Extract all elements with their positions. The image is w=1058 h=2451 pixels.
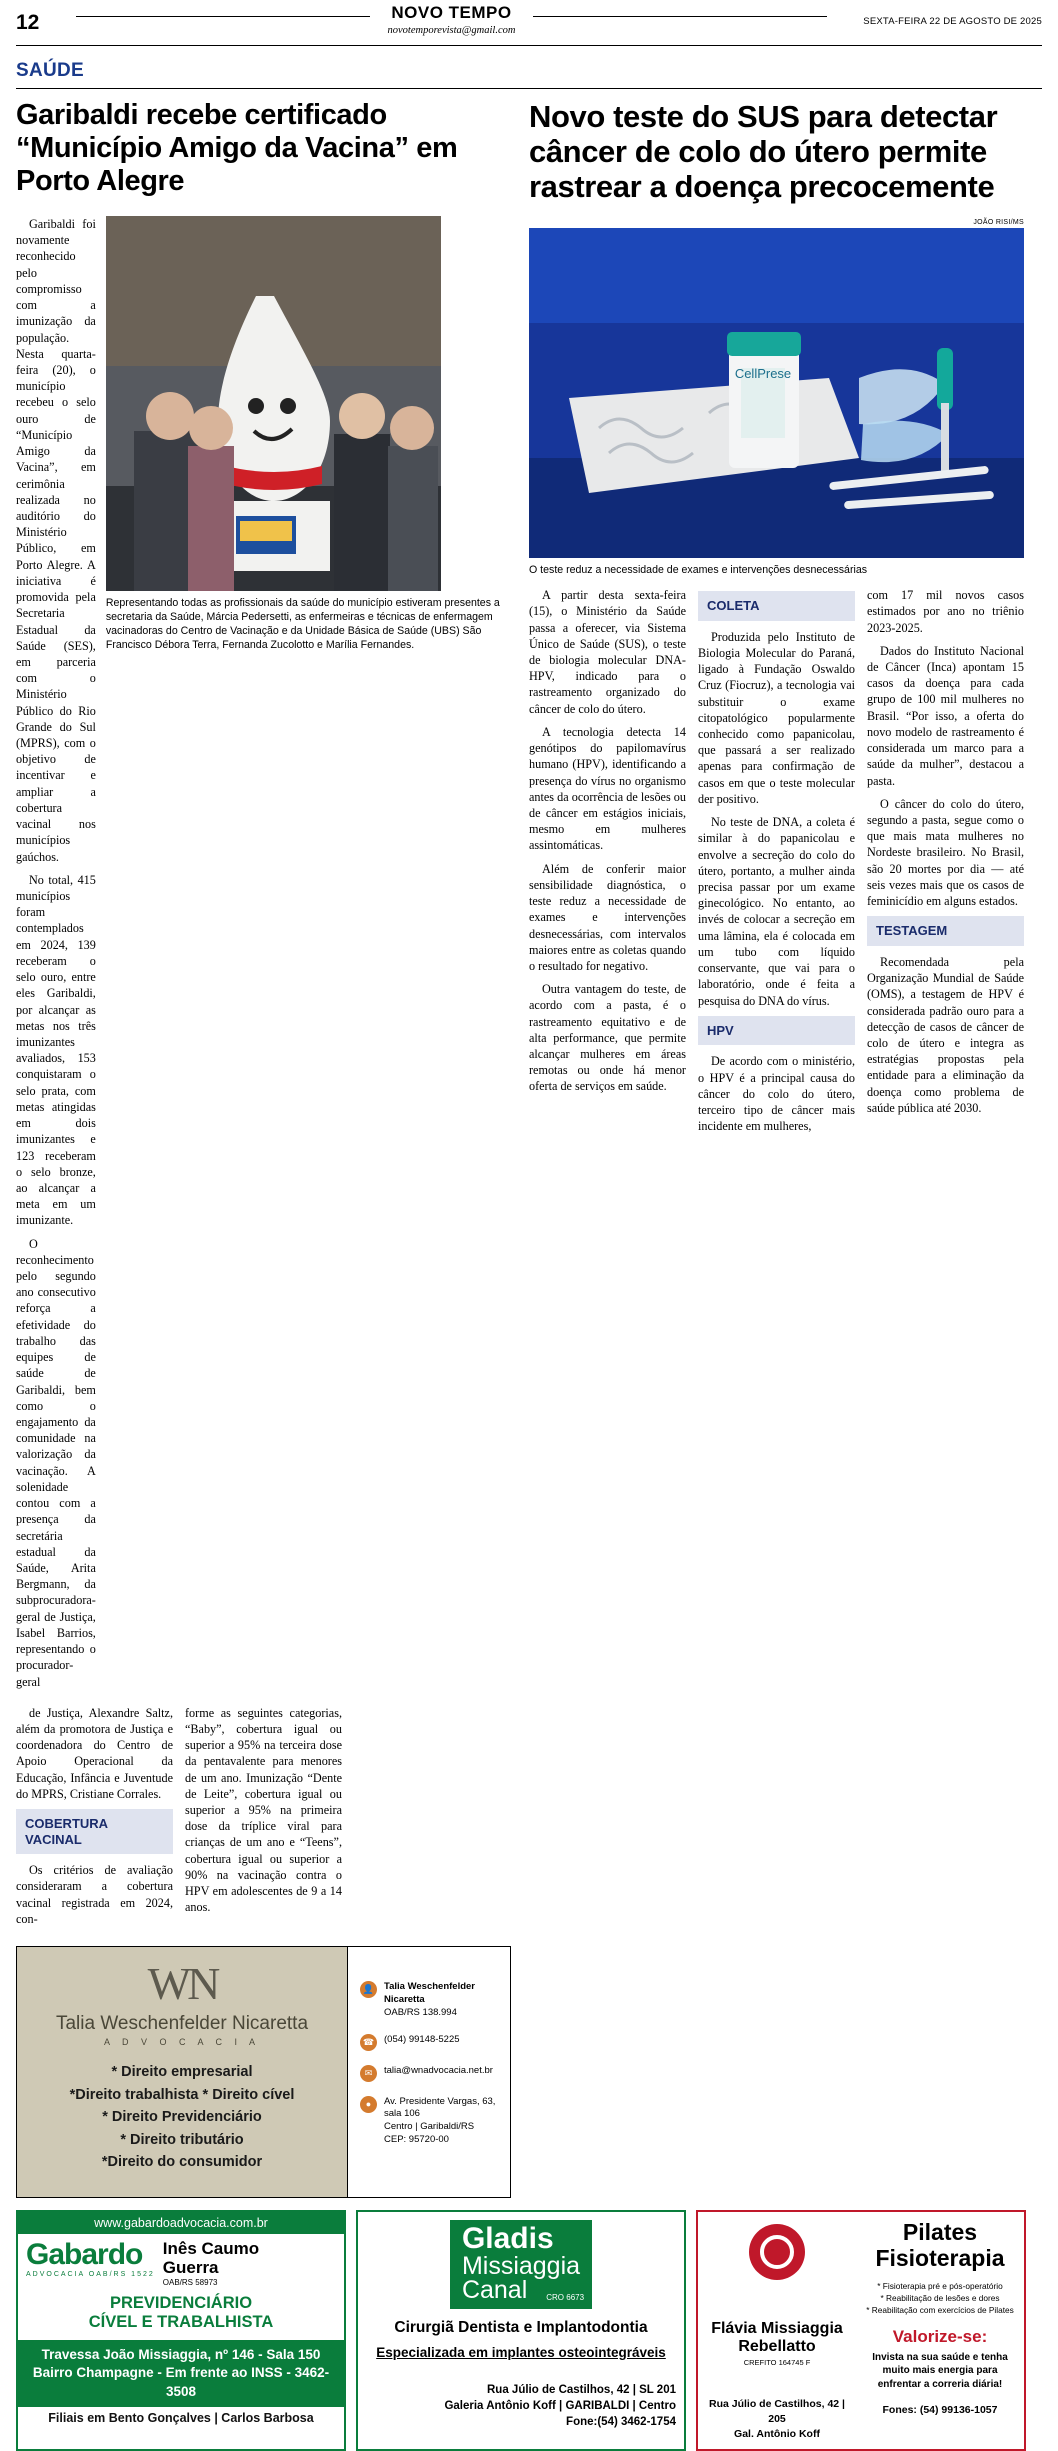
masthead-title-wrap (370, 4, 534, 36)
subhead-testagem: TESTAGEM (867, 916, 1024, 946)
gabardo-lawyer-name (163, 2240, 259, 2288)
paragraph: Os critérios de avaliação consideraram a cobertura vacinal registrada em 2024, con- (16, 1863, 173, 1926)
svg-text:CellPrese: CellPrese (734, 366, 792, 382)
pilates-address-1: Rua Júlio de Castilhos, 42 | 205 (709, 2398, 845, 2425)
gabardo-logo: Gabardo (26, 2238, 143, 2272)
gladis-logo (450, 2220, 592, 2308)
service-item: * Direito Previdenciário (102, 2109, 262, 2126)
gladis-address-1: Rua Júlio de Castilhos, 42 | SL 201 (487, 2383, 676, 2396)
pilates-message: Invista na sua saúde e tenha muito mais energia para enfrentar a correria diária! (872, 2351, 1008, 2390)
pilates-slogan: Valorize-se: (892, 2326, 988, 2346)
subhead-coleta: COLETA (698, 591, 855, 621)
contact-name: Talia Weschenfelder Nicaretta (384, 1981, 475, 2005)
headline-row (16, 99, 1042, 204)
publication-date: SEXTA-FEIRA 22 DE AGOSTO DE 2025 (863, 16, 1042, 27)
bottom-ads-row (16, 2210, 1042, 2451)
contact-address-2: Centro | Garibaldi/RS (384, 2121, 475, 2133)
pin-icon: ● (360, 2096, 377, 2113)
pilates-title-2: Fisioterapia (875, 2244, 1005, 2271)
contact-row-email[interactable] (360, 2065, 500, 2082)
masthead (16, 0, 1042, 46)
paragraph: Outra vantagem do teste, de acordo com a pasta, é o rastreamento equitativo e de alta performance, que permite alcançar mulheres em áreas remotas ou onde há menor oferta de serviços em saúde. (529, 982, 686, 1094)
headline-left: Garibaldi recebe certificado “Município Amigo da Vacina” em Porto Alegre (16, 99, 458, 197)
contact-row-phone[interactable] (360, 2034, 500, 2051)
article-right (529, 216, 1024, 1934)
ad-pilates-left (698, 2212, 856, 2449)
service-item: * Direito tributário (120, 2131, 244, 2148)
paragraph: com 17 mil novos casos estimados por ano no triênio 2023-2025. (867, 588, 1024, 635)
page-number: 12 (16, 11, 40, 34)
service-item: *Direito trabalhista * Direito cível (69, 2086, 295, 2103)
photo-illustration (529, 228, 1024, 558)
headline-right: Novo teste do SUS para detectar câncer de colo do útero permite rastrear a doença precocemente (529, 99, 998, 205)
gabardo-area-1: PREVIDENCIÁRIO (109, 2294, 253, 2313)
paragraph: Além de conferir maior sensibilidade diagnóstica, o teste reduz a necessidade de exames e intervenções desnecessárias, com intervalos maiores entre as coletas quando o resultado for negativo. (529, 861, 686, 973)
ad-gabardo-advocacia[interactable] (16, 2210, 346, 2451)
subhead-hpv: HPV (698, 1016, 855, 1046)
service-item: * Direito empresarial (111, 2064, 253, 2081)
publication-email: novotemporevista@gmail.com (387, 24, 516, 36)
contact-address-1: Av. Presidente Vargas, 63, sala 106 (384, 2095, 496, 2120)
article-right-col1 (529, 587, 686, 1141)
ad-talia-right (347, 1947, 510, 2197)
paragraph: No total, 415 municípios foram contemplados em 2024, 139 receberam o selo ouro, entre eles Garibaldi, por alcançar as metas nos três imunizantes avaliados, 153 conquistaram o selo prata, com metas atingidas em dois imunizantes e 123 receberam o selo bronze, ao alcançar a meta em um imunizante. (16, 872, 96, 1228)
lawyer-oab: OAB/RS 58973 (162, 2278, 218, 2288)
pilates-address (704, 2397, 850, 2441)
mail-icon: ✉ (360, 2065, 377, 2082)
ad-pilates-fisioterapia[interactable] (696, 2210, 1026, 2451)
contact-email: talia@wnadvocacia.net.br (384, 2064, 493, 2076)
pilates-title-1: Pilates (902, 2219, 978, 2246)
contact-row-name (360, 1981, 500, 2019)
article-left-col4-spacer (354, 1705, 511, 1934)
headline-left-wrap (16, 99, 511, 204)
photo-caption-right: O teste reduz a necessidade de exames e intervenções desnecessárias (529, 564, 868, 577)
gabardo-address-2: Bairro Champagne - Em frente ao INSS - 3462-3508 (32, 2365, 330, 2399)
subhead-cobertura-vacinal: COBERTURA VACINAL (16, 1809, 173, 1854)
content-row (16, 216, 1042, 1934)
publication-title: NOVO TEMPO (391, 3, 512, 22)
gladis-line-1: Gladis (461, 2222, 554, 2256)
article-left-top (16, 216, 511, 1697)
gabardo-area-2: CÍVEL E TRABALHISTA (88, 2313, 274, 2332)
ad-talia-weschenfelder[interactable] (16, 1946, 511, 2198)
section-divider (16, 88, 1042, 89)
pilates-service-item: * Fisioterapia pré e pós-operatório (877, 2280, 1003, 2291)
phone-icon: ☎ (360, 2034, 377, 2051)
headline-right-wrap (529, 99, 1024, 204)
paragraph: O câncer do colo do útero, segundo a pasta, segue como o que mais mata mulheres no Nordeste brasileiro. No Brasil, são 20 mortes por dia — até seis vezes mais que os casos de feminicídio em alguns estados. (867, 796, 1024, 909)
gladis-line-3: Canal (461, 2276, 528, 2304)
wn-logo: WN (147, 1958, 217, 2010)
pilates-service-item: * Reabilitação com exercícios de Pilates (866, 2305, 1014, 2316)
contact-phone: (054) 99148-5225 (384, 2033, 460, 2045)
gladis-specialty-2: Especializada em implantes osteointegráveis (376, 2344, 666, 2360)
paragraph: De acordo com o ministério, o HPV é a principal causa do câncer do colo do útero, terceiro tipo de câncer mais incidente em mulheres, (698, 1054, 855, 1134)
ad-talia-subtitle: A D V O C A C I A (103, 2037, 261, 2048)
photo-vaccine-award (106, 216, 441, 591)
lawyer-name-1: Inês Caumo (162, 2239, 260, 2259)
ad-talia-name: Talia Weschenfelder Nicaretta (55, 2013, 309, 2035)
service-item: *Direito do consumidor (101, 2153, 263, 2170)
article-left-bottom (16, 1705, 511, 1934)
paragraph: forme as seguintes categorias, “Baby”, cobertura igual ou superior a 95% na terceira dose da pentavalente para menores de um ano. Imunização “Dente de Leite”, cobertura igual ou superior a 95% na primeira dose da tríplice viral para crianças de um ano e “Teens”, cobertura igual ou superior a 90% na vacinação contra o HPV em adolescentes de 9 a 14 anos. (185, 1705, 342, 1915)
ad-gabardo-main (18, 2234, 344, 2288)
lawyer-name-2: Guerra (162, 2257, 219, 2277)
gladis-phone: Fone:(54) 3462-1754 (566, 2415, 676, 2428)
photo-hpv-test-kit (529, 228, 1024, 558)
section-label: SAÚDE (16, 60, 85, 81)
article-left-col1 (16, 216, 96, 1697)
gladis-cro: CRO 6673 (546, 2292, 585, 2302)
gabardo-address (18, 2340, 344, 2407)
ad-gladis-missiaggia[interactable] (356, 2210, 686, 2451)
gladis-address-2: Galeria Antônio Koff | GARIBALDI | Centro (444, 2399, 676, 2412)
masthead-center (76, 4, 827, 38)
pilates-address-2: Gal. Antônio Koff (734, 2427, 820, 2440)
photo-caption-left: Representando todas as profissionais da saúde do município estiveram presentes a secretaria da Saúde, Márcia Pedersetti, as enfermeiras e técnicas de enfermagem vacinadoras do Centro de Vacinação e da Unidade Básica de Saúde (UBS) São Francisco Débora Terra, Fernanda Zucolotto e Marília Fernandes. (105, 597, 500, 652)
gabardo-areas (18, 2294, 344, 2332)
photo-illustration (106, 216, 441, 591)
article-left-col2 (16, 1705, 173, 1934)
article-left (16, 216, 511, 1934)
article-left-photo-wrap (106, 216, 511, 1697)
contact-oab: OAB/RS 138.994 (384, 2006, 457, 2018)
gabardo-branches: Filiais em Bento Gonçalves | Carlos Barbosa (48, 2410, 314, 2425)
ad-gabardo-url[interactable]: www.gabardoadvocacia.com.br (18, 2212, 344, 2234)
paragraph: Dados do Instituto Nacional de Câncer (Inca) apontam 15 casos da doença para cada grupo de 100 mil mulheres no Brasil. “Por isso, a oferta do novo modelo de rastreamento é considerada um marco para a saúde da mulher”, destacou a pasta. (867, 643, 1024, 788)
article-right-col2 (698, 587, 855, 1141)
paragraph: Produzida pelo Instituto de Biologia Molecular do Paraná, ligado à Fundação Oswaldo Cruz (Fiocruz), a tecnologia vai substituir o exame citopatológico popularmente conhecido como papanicolau, que passará a ser realizado apenas para confirmação de casos em que o teste molecular der positivo. (698, 629, 855, 806)
paragraph: A partir desta sexta-feira (15), o Ministério da Saúde passa a oferecer, via Sistema Único de Saúde (SUS), o teste de biologia molecular DNA-HPV, indicado para o rastreamento organizado do câncer de colo do útero. (529, 588, 686, 716)
gladis-specialty: Cirurgiã Dentista e Implantodontia (394, 2318, 648, 2336)
gabardo-address-1: Travessa João Missiaggia, nº 146 - Sala 150 (41, 2347, 321, 2363)
article-right-col3 (867, 587, 1024, 1141)
gladis-line-2: Missiaggia (461, 2251, 581, 2280)
pilates-services (864, 2280, 1016, 2317)
contact-address-3: CEP: 95720-00 (384, 2133, 449, 2145)
ad-talia-services (29, 2061, 335, 2173)
paragraph: Recomendada pela Organização Mundial de Saúde (OMS), a testagem de HPV é considerada padrão ouro para a detecção de casos de câncer de colo de útero e integra as estratégias propostas pela entidade para a eliminação da doença como problema de saúde pública até 2030. (867, 954, 1024, 1115)
gabardo-logo-sub: ADVOCACIA OAB/RS 1522 (26, 2271, 155, 2279)
paragraph: A tecnologia detecta 14 genótipos do papilomavírus humano (HPV), identificando a presença do vírus no organismo antes da ocorrência de lesões ou de câncer em estágios iniciais, mesmo em mulheres assintomáticas. (529, 724, 686, 853)
photo-credit-right: JOÃO RISI/MS (973, 219, 1024, 227)
pilates-service-item: * Reabilitação de lesões e dores (880, 2293, 1000, 2304)
ad-pilates-right (856, 2212, 1024, 2449)
user-icon: 👤 (360, 1981, 377, 1998)
pilates-title (864, 2220, 1016, 2272)
gladis-address (366, 2382, 676, 2430)
pilates-phone: Fones: (54) 99136-1057 (882, 2404, 998, 2417)
paragraph: No teste de DNA, a coleta é similar à do papanicolau e envolve a secreção do colo do útero, portanto, a mulher ainda precisa passar por um exame ginecológico. No entanto, ao invés de colocar a secreção em uma lâmina, ela é colocada em um tubo com líquido conservante, que vai para o laboratório, onde é feita a pesquisa do DNA do vírus. (698, 815, 855, 1008)
contact-row-address (360, 2096, 500, 2147)
article-right-columns (529, 587, 1024, 1141)
article-left-col3 (185, 1705, 342, 1934)
pilates-logo-icon (749, 2224, 805, 2280)
pilates-crefito: CREFITO 164745 F (743, 2358, 811, 2368)
pilates-professional-name: Flávia Missiaggia Rebellatto (711, 2320, 843, 2355)
paragraph: O reconhecimento pelo segundo ano consecutivo reforça a efetividade do trabalho das equipes de saúde de Garibaldi, bem como o engajamento da comunidade na valorização da vacinação. A solenidade contou com a presença da secretária estadual da Saúde, Arita Bergmann, da subprocuradora-geral de Justiça, Isabel Barrios, representando o procurador-geral (16, 1236, 96, 1689)
paragraph: de Justiça, Alexandre Saltz, além da promotora de Justiça e coordenadora do Centro de Apoio Operacional da Educação, Infância e Juventude do MPRS, Cristiane Corrales. (16, 1705, 173, 1801)
paragraph: Garibaldi foi novamente reconhecido pelo compromisso com a imunização da população. Nesta quarta-feira (20), o município recebeu o selo ouro de “Município Amigo da Vacina”, em cerimônia realizada no auditório do Ministério Público, em Porto Alegre. A iniciativa é promovida pela Secretaria Estadual da Saúde (SES), em parceria com o Ministério Público do Rio Grande do Sul (MPRS), com o objetivo de incentivar e ampliar a cobertura vacinal nos municípios gaúchos. (16, 217, 96, 864)
ad-talia-left (17, 1947, 347, 2197)
